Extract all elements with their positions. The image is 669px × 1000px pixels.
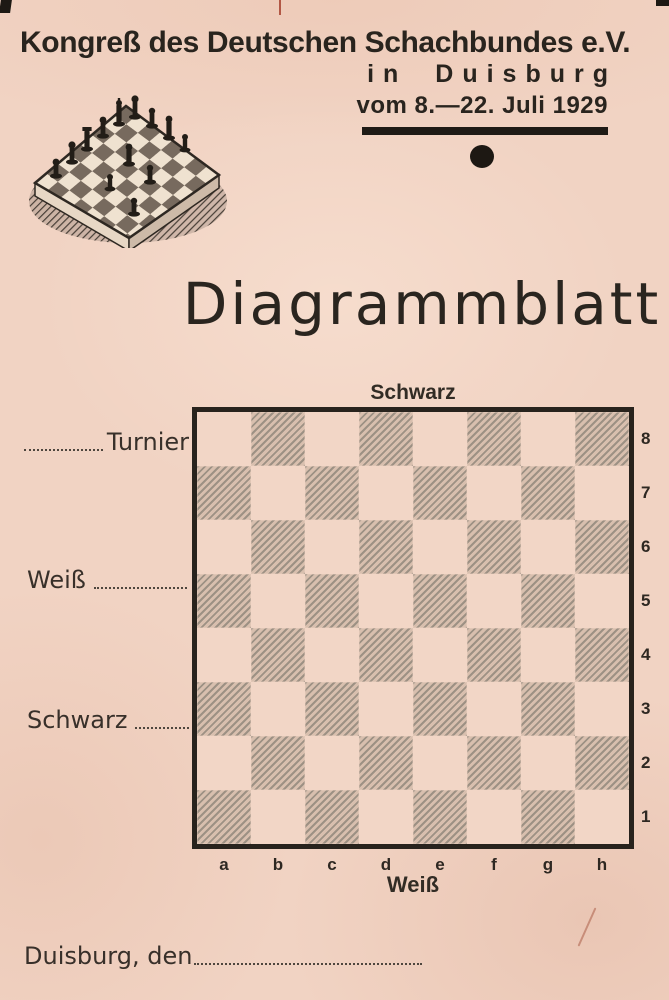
square-e1 [413,790,467,844]
square-g4 [521,628,575,682]
square-a6 [197,520,251,574]
square-d3 [359,682,413,736]
square-a7 [197,466,251,520]
square-a2 [197,736,251,790]
square-b6 [251,520,305,574]
date-label: Duisburg, den [24,942,193,970]
square-a1 [197,790,251,844]
square-e6 [413,520,467,574]
chess-set-illustration-icon [22,86,237,248]
square-c1 [305,790,359,844]
board-white-side-label: Weiß [386,872,440,897]
square-h5 [575,574,629,628]
scan-artifact-red-line [279,0,281,15]
square-g2 [521,736,575,790]
square-g7 [521,466,575,520]
square-f6 [467,520,521,574]
rank-label-3: 3 [641,699,651,718]
square-h7 [575,466,629,520]
rank-labels [641,412,650,844]
file-label-g: g [542,855,554,874]
square-h6 [575,520,629,574]
square-g3 [521,682,575,736]
square-d2 [359,736,413,790]
scan-artifact-top-left [0,0,12,13]
black-label: Schwarz [27,706,128,734]
congress-dates: vom 8.—22. Juli 1929 [356,92,608,119]
square-e7 [413,466,467,520]
square-f5 [467,574,521,628]
black-dot [470,145,494,168]
board-section [192,407,651,874]
square-b1 [251,790,305,844]
black-blank-line[interactable] [135,727,189,729]
square-h1 [575,790,629,844]
square-e8 [413,412,467,466]
square-b8 [251,412,305,466]
square-f7 [467,466,521,520]
square-f8 [467,412,521,466]
square-d1 [359,790,413,844]
square-c4 [305,628,359,682]
rank-label-4: 4 [641,645,651,664]
square-h3 [575,682,629,736]
square-d4 [359,628,413,682]
square-h4 [575,628,629,682]
date-blank-line[interactable] [194,963,422,965]
tournament-label: Turnier [106,428,189,456]
file-label-d: d [380,855,392,874]
tournament-blank-line[interactable] [24,449,103,451]
square-c6 [305,520,359,574]
square-c5 [305,574,359,628]
square-b5 [251,574,305,628]
white-blank-line[interactable] [94,587,187,589]
square-c8 [305,412,359,466]
white-player-field [27,568,187,592]
rank-label-7: 7 [641,483,651,502]
square-a5 [197,574,251,628]
square-c3 [305,682,359,736]
tournament-field [24,430,189,454]
square-a4 [197,628,251,682]
congress-city: in Duisburg [367,60,617,88]
rank-label-6: 6 [641,537,651,556]
date-field [24,944,422,968]
file-label-f: f [491,855,497,874]
scan-artifact-scratch [578,907,597,946]
chess-board [192,407,634,849]
square-a3 [197,682,251,736]
square-g8 [521,412,575,466]
file-label-b: b [272,855,284,874]
square-b2 [251,736,305,790]
file-label-h: h [596,855,608,874]
rank-label-8: 8 [641,429,651,448]
square-d5 [359,574,413,628]
rank-label-5: 5 [641,591,651,610]
square-c2 [305,736,359,790]
square-f2 [467,736,521,790]
square-h2 [575,736,629,790]
board-black-side-label: Schwarz [370,381,456,404]
square-c7 [305,466,359,520]
rank-label-2: 2 [641,753,651,772]
page-title: Diagrammblatt [182,270,662,338]
square-g5 [521,574,575,628]
square-f1 [467,790,521,844]
square-d7 [359,466,413,520]
header-right-block [356,60,617,168]
black-player-field [27,708,189,732]
scan-artifact-top-right [656,0,669,6]
file-label-e: e [435,855,445,874]
square-d8 [359,412,413,466]
square-f4 [467,628,521,682]
thick-rule-bar [362,127,608,135]
square-h8 [575,412,629,466]
square-b4 [251,628,305,682]
square-b7 [251,466,305,520]
file-label-a: a [219,855,229,874]
square-e4 [413,628,467,682]
square-a8 [197,412,251,466]
square-g1 [521,790,575,844]
square-e3 [413,682,467,736]
square-g6 [521,520,575,574]
congress-title: Kongreß des Deutschen Schachbundes e.V. [20,26,631,59]
rank-label-1: 1 [641,807,651,826]
square-d6 [359,520,413,574]
square-e5 [413,574,467,628]
square-b3 [251,682,305,736]
file-label-c: c [327,855,337,874]
square-e2 [413,736,467,790]
white-label: Weiß [27,566,86,594]
square-f3 [467,682,521,736]
